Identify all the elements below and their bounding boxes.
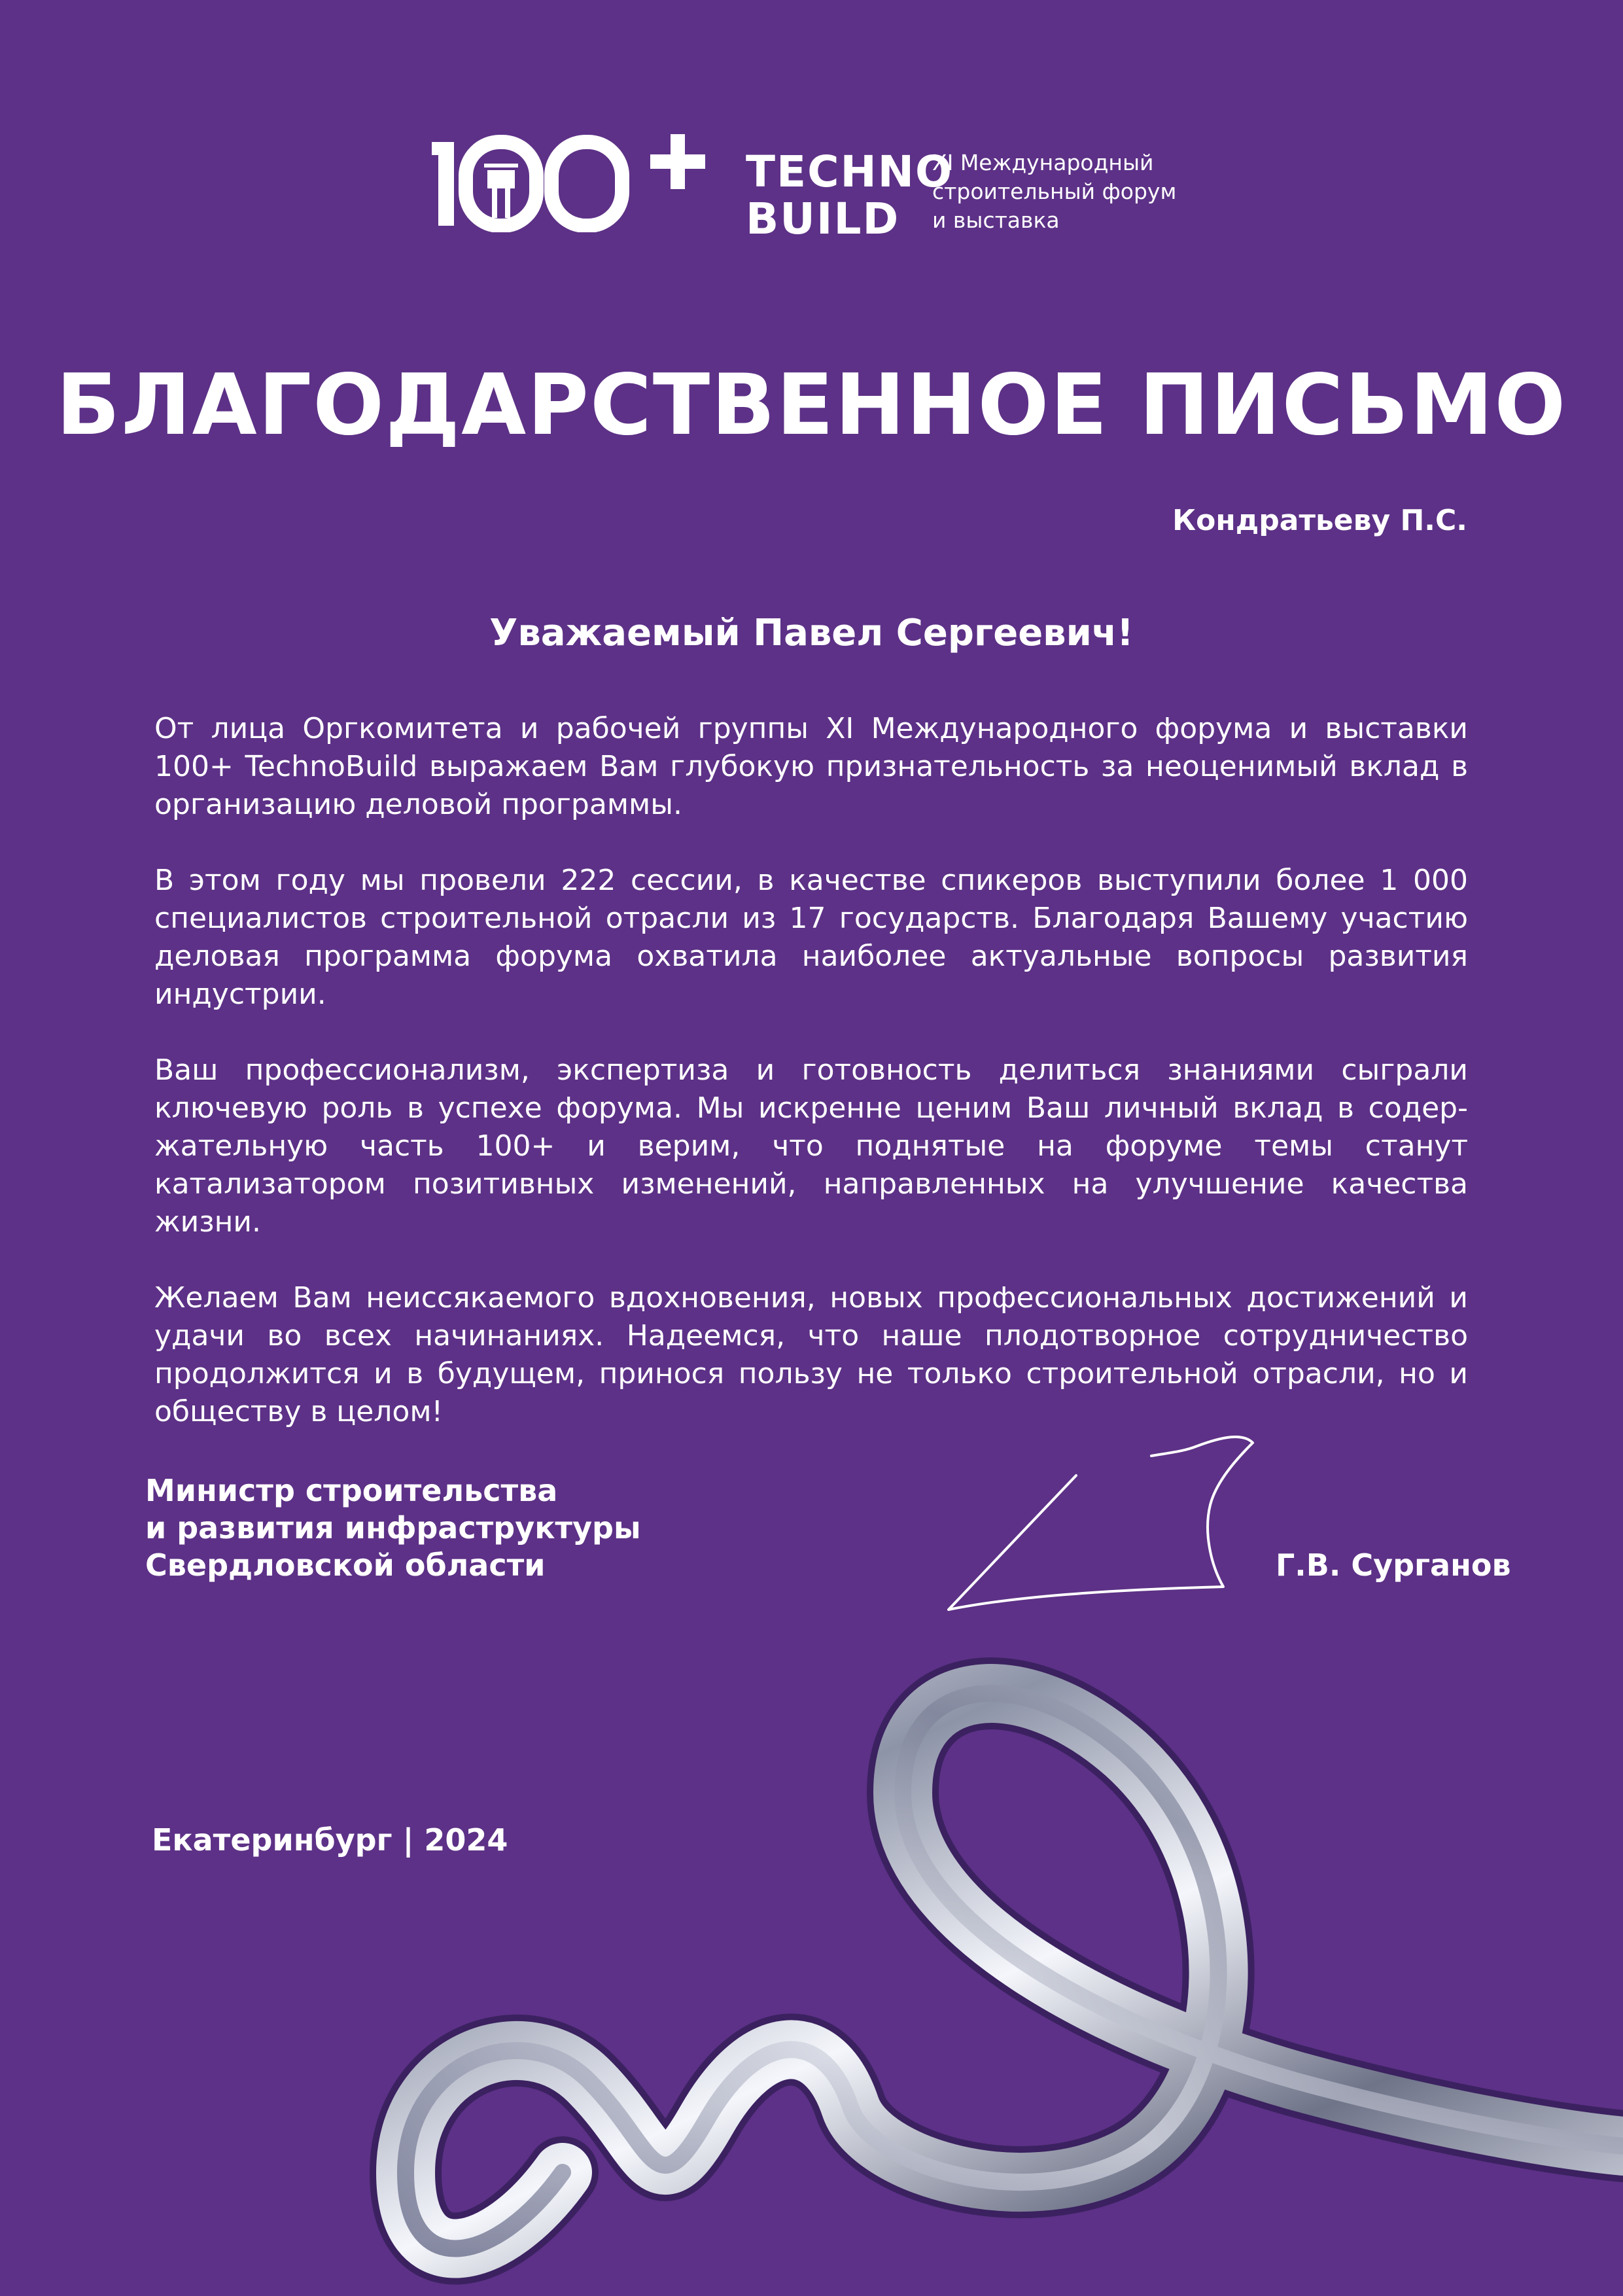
- logo-word-techno: TECHNO: [746, 147, 954, 197]
- letter-title: БЛАГОДАРСТВЕННОЕ ПИСЬМО: [56, 357, 1567, 454]
- signer-title-line1: Министр строительства: [145, 1473, 558, 1508]
- city-year: Екатеринбург | 2024: [152, 1822, 508, 1858]
- chrome-coil-icon: [0, 1623, 1623, 2296]
- signer-title-line2: и развития инфраструктуры: [145, 1510, 641, 1545]
- paragraph: В этом году мы провели 222 сессии, в качестве спикеров выступили более 1 000 специалистов строительной отрасли из 17 государств. Благодаря Вашему участию деловая программа форума охватила наиболее актуальные вопросы развития индустрии.: [154, 864, 1468, 1011]
- logo-desc-line2: строительный форум: [932, 179, 1177, 204]
- logo-desc-line3: и выставка: [932, 207, 1060, 233]
- signer-title: [145, 1472, 641, 1584]
- salutation: Уважаемый Павел Сергеевич!: [489, 612, 1134, 654]
- paragraph: Ваш профессионализм, экспертиза и готовность делиться знаниями сыграли ключевую роль в успехе форума. Мы искренне ценим Ваш личный вклад в содер-жательную часть 100+ и верим, что поднятые на форуме темы станут катализатором позитивных изменений, направленных на улучшение качества жизни.: [154, 1053, 1468, 1239]
- logo-desc-line1: XI Международный: [932, 150, 1154, 175]
- paragraph: Желаем Вам неиссякаемого вдохновения, новых профессиональных достижений и удачи во всех начинаниях. Надеемся, что наше плодотворное сотрудничество продолжится и в будущем, принося пользу не только строительной отрасли, но и обществу в целом!: [154, 1281, 1468, 1428]
- letter-body: [154, 710, 1468, 1469]
- signer-name: Г.В. Сурганов: [1276, 1547, 1511, 1583]
- logo-word-build: BUILD: [746, 194, 900, 244]
- signature-icon: [935, 1433, 1263, 1616]
- signer-title-line3: Свердловской области: [145, 1547, 546, 1583]
- paragraph: От лица Оргкомитета и рабочей группы XI Международного форума и выставки 100+ TechnoBuild выражаем Вам глубокую признательность за неоценимый вклад в организацию деловой программы.: [154, 712, 1468, 821]
- logo-mark-icon: [432, 134, 726, 232]
- logo-wordmark: [746, 149, 953, 243]
- logo-description: [932, 149, 1176, 235]
- recipient: Кондратьеву П.С.: [1172, 504, 1467, 537]
